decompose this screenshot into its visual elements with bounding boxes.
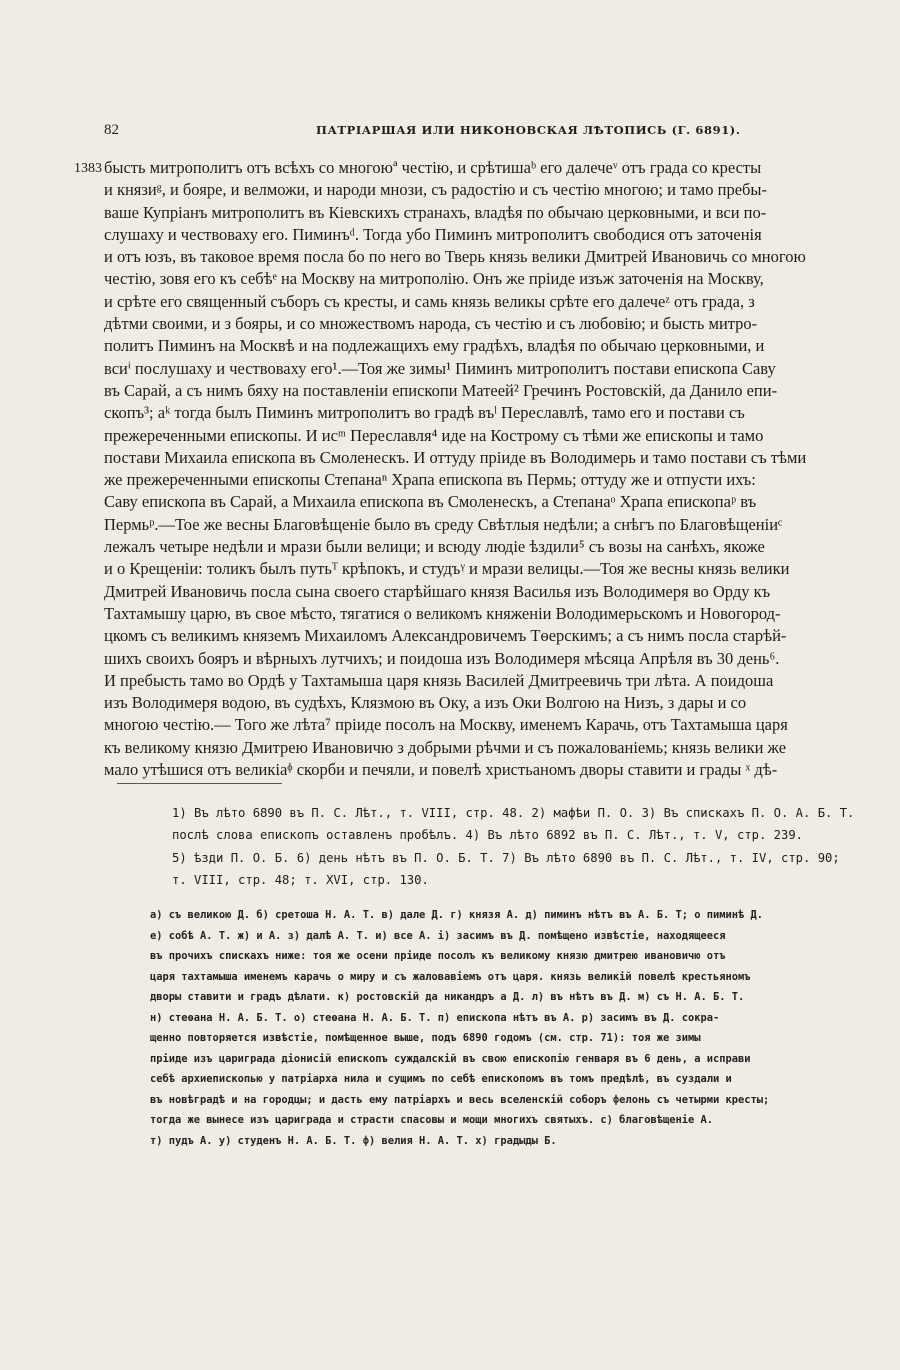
text-line: Пермьᵖ.—Тое же весны Благовѣщеніе было въ среду Свѣтлыя недѣли; а снѣгъ по Благовѣщеніиᶜ [104,514,783,534]
footnote-line: т. VIII, стр. 48; т. XVI, стр. 130. [172,872,429,887]
variant-line: н) стеѳана Н. А. Б. Т. о) стеѳана Н. А. Б. Т. п) епископа нѣтъ въ А. р) засимъ въ Д. сокра- [150,1011,720,1024]
variant-line: щенно повторяется извѣстіе, помѣщенное выше, подъ 6890 годомъ (см. стр. 71): тоя же зимы [150,1032,701,1044]
text-line: многою честію.— Того же лѣта⁷ пріиде посолъ на Москву, именемъ Карачь, отъ Тахтамыша царя [104,715,788,735]
variant-line: тогда же вынесе изъ цариграда и страсти спасовы и мощи многихъ святыхъ. с) благовѣщеніе А. [150,1114,714,1126]
text-line: всиⁱ послушаху и чествоваху его¹.—Тоя же зимы¹ Пиминъ митрополитъ постави епископа Саву [104,358,776,378]
footnote-line: 5) ѣзди П. О. Б. 6) день нѣтъ въ П. О. Б. Т. 7) Въ лѣто 6890 въ П. С. Лѣт., т. IV, стр. 90; [172,850,840,865]
text-line: шихъ своихъ бояръ и вѣрныхъ лутчихъ; и поидоша изъ Володимеря мѣсяца Апрѣля въ 30 день⁶. [104,648,780,668]
variant-line: пріиде изъ цариграда діонисій епископъ суждалскій въ свою епископію генваря въ 6 день, а исправи [150,1052,751,1065]
text-line: же прежереченными епископы Степанаⁿ Храпа епископа въ Пермь; оттуду же и отпусти ихъ: [104,470,756,490]
footnotes [172,802,862,891]
variant-line: дворы ставити и градъ дѣлати. к) ростовскій да никандръ а Д. л) въ нѣтъ въ Д. м) съ Н. А. Б. Т. [150,991,745,1003]
text-line: постави Михаила епископа въ Смоленескъ. И оттуду пріиде въ Володимерь и тамо постави съ тѣми [104,447,807,467]
footnote-line: послѣ слова епископъ оставленъ пробѣлъ. 4) Въ лѣто 6892 въ П. С. Лѣт., т. V, стр. 239. [172,828,804,843]
text-line: мало утѣшися отъ великіаᶲ скорби и печяли, и повелѣ христьаномъ дворы ставити и грады ˣ дѣ- [104,760,778,780]
text-line: дѣтми своими, и з бояры, и со множествомъ народа, съ честію и съ любовію; и бысть митро- [104,314,758,334]
text-line: И пребысть тамо во Ордѣ у Тахтамыша царя князь Василей Дмитреевичь три лѣта. А поидоша [104,670,774,690]
text-line: изъ Володимеря водою, въ судѣхъ, Клязмою въ Оку, а изъ Оки Волгою на Низъ, з дары и со [104,693,747,713]
running-title: ПАТРІАРШАЯ ИЛИ НИКОНОВСКАЯ ЛѢТОПИСЬ (Г. 6891). [316,123,741,137]
variant-line: себѣ архиепископью у патріарха нила и сущимъ по себѣ епископомъ въ томъ предѣлѣ, въ суздали и [150,1073,732,1085]
chronicle-text [104,157,864,781]
text-line: къ великому князю Дмитрею Ивановичю з добрыми рѣчми и съ пожалованіемь; князь велики же [104,737,787,757]
text-line: лежалъ четыре недѣли и мрази были велици; и всюду людіе ѣздили⁵ съ возы на санѣхъ, якоже [104,537,765,557]
text-line: и отъ юзъ, въ таковое время посла бо по него во Тверь князь велики Дмитрей Ивановичь со многою [104,247,806,267]
text-line: бысть митрополитъ отъ всѣхъ со многоюª честію, и срѣтишаᵇ его далечеᵛ отъ града со кресты [104,158,762,177]
text-line: Тахтамышу царю, въ свое мѣсто, тягатися о великомъ княженіи Володимерьскомъ и Новогород- [104,603,781,623]
text-line: прежереченными епископы. И исᵐ Переславля⁴ иде на Кострому съ тѣми же епископы и тамо [104,425,764,445]
variant-line: въ новѣградѣ и на городцы; и дасть ему патріархъ и весь вселенскій соборъ фелонь съ четырми кресты; [150,1093,770,1106]
text-line: цкомъ съ великимъ княземъ Михаиломъ Александровичемъ Тѳерскимъ; а съ нимъ посла старѣй- [104,626,787,646]
footnote-divider [117,783,282,784]
page-header [104,122,864,140]
margin-year: 1383 [74,161,102,176]
text-line: слушаху и чествоваху его. Пиминъᵈ. Тогда убо Пиминъ митрополитъ свободися отъ заточенія [104,224,762,244]
variant-line: т) пудъ А. у) студенъ Н. А. Б. Т. ф) велия Н. А. Т. х) градыды Б. [150,1134,557,1147]
footnote-line: 1) Въ лѣто 6890 въ П. С. Лѣт., т. VIII, стр. 48. 2) мафѣи П. О. 3) Въ спискахъ П. О. А. Б. Т. [172,806,855,820]
text-line: и князиᵍ, и бояре, и велможи, и народи мнози, съ радостію и съ честію многою; и тамо пребы- [104,180,767,200]
text-line: въ Сарай, а съ нимъ бяху на поставленіи епископи Матеей² Гречинъ Ростовскій, да Данило епи- [104,380,778,400]
text-line: ваше Купріанъ митрополитъ въ Кіевскихъ странахъ, владѣя по обычаю церковными, и вси по- [104,202,767,222]
variant-line: е) собѣ А. Т. ж) и А. з) далѣ А. Т. и) все А. і) засимъ въ Д. помѣщено извѣстіе, находящееся [150,929,726,942]
text-line: и срѣте его священный съборъ съ кресты, и самь князь великы срѣте его далечеᶻ отъ града, з [104,291,755,311]
page-number: 82 [104,122,119,138]
text-line: честію, зовя его къ себѣᵉ на Москву на митрополію. Онъ же пріиде изъж заточенія на Москву, [104,269,764,289]
text-line: политъ Пиминъ на Москвѣ и на подлежащихъ ему градѣхъ, владѣя по обычаю церковными, и [104,336,765,356]
text-line: Саву епископа въ Сарай, а Михаила епископа въ Смоленескъ, а Степанаᵒ Храпа епископаᵖ въ [104,492,757,512]
text-line: Дмитрей Ивановичь посла сына своего старѣйшаго князя Василья изъ Володимеря во Орду къ [104,581,771,601]
variant-line: царя тахтамыша именемъ карачь о миру и съ жаловавіемъ отъ царя. князь великій повелѣ крестьяномъ [150,970,751,983]
text-line: и о Крещеніи: толикъ былъ путьᵀ крѣпокъ, и студъᵞ и мрази велицы.—Тоя же весны князь велики [104,559,790,579]
text-line: скопъ³; аᵏ тогда былъ Пиминъ митрополитъ во градѣ въˡ Переславлѣ, тамо его и постави съ [104,403,745,423]
variant-line: а) съ великою Д. б) сретоша Н. А. Т. в) дале Д. г) князя А. д) пиминъ нѣтъ въ А. Б. Т; о пиминѣ Д. [150,909,764,921]
variant-line: въ прочихъ спискахъ ниже: тоя же осени пріиде посолъ къ великому князю дмитрею ивановичю отъ [150,950,726,962]
variant-readings [150,905,864,1151]
